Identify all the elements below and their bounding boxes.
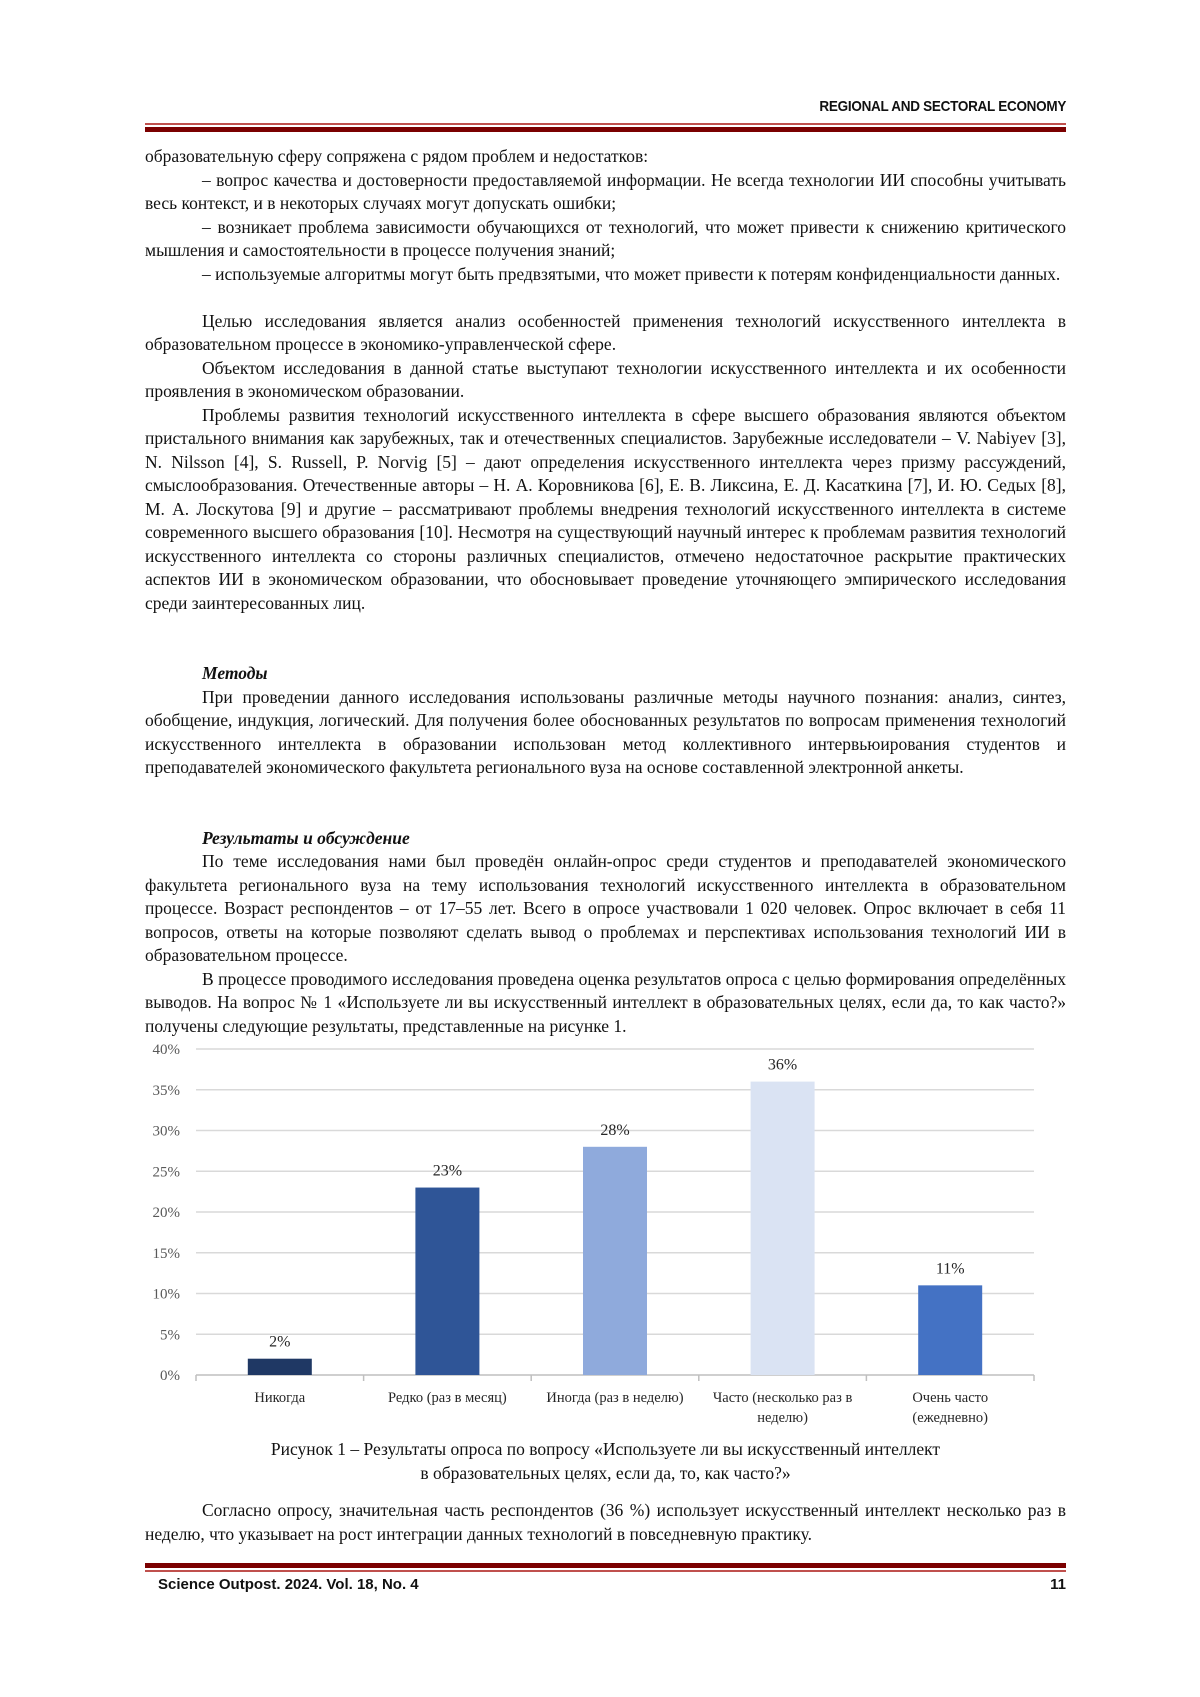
bar: [751, 1082, 815, 1375]
y-tick-label: 40%: [153, 1042, 181, 1058]
x-category-label: неделю): [757, 1410, 808, 1426]
x-category-label: Редко (раз в месяц): [388, 1390, 507, 1406]
y-tick-label: 15%: [153, 1246, 181, 1262]
data-label: 2%: [269, 1334, 290, 1351]
paragraph-results: По теме исследования нами был проведён онлайн-опрос среди студентов и преподавателей экономического факультета регионального вуза на тему использования технологий искусственного интеллекта в образовательном процессе. Возраст респондентов – от 17–55 лет. Всего в опросе участвовали 1 020 человек. Опрос включает в себя 11 вопросов, ответы на которые позволяют сделать вывод о проблемах и перспективах использования технологий ИИ в образовательном процессе.: [145, 850, 1066, 968]
y-tick-label: 10%: [153, 1287, 181, 1303]
x-category-label: (ежедневно): [912, 1410, 988, 1426]
figure-caption-line-1: Рисунок 1 – Результаты опроса по вопросу «Используете ли вы искусственный интеллект: [145, 1438, 1066, 1462]
y-tick-label: 35%: [153, 1083, 181, 1099]
section-heading-results: Результаты и обсуждение: [145, 827, 1066, 851]
paragraph: образовательную сферу сопряжена с рядом проблем и недостатков:: [145, 145, 1066, 169]
x-category-label: Никогда: [254, 1390, 305, 1406]
footer-journal: Science Outpost. 2024. Vol. 18, No. 4: [158, 1576, 419, 1593]
bar: [918, 1285, 982, 1375]
paragraph-goal: Целью исследования является анализ особенностей применения технологий искусственного интеллекта в образовательном процессе в экономико-управленческой сфере.: [145, 310, 1066, 357]
section-heading-methods: Методы: [145, 662, 1066, 686]
running-header: REGIONAL AND SECTORAL ECONOMY: [819, 98, 1066, 115]
y-tick-label: 5%: [160, 1327, 180, 1343]
page-number: 11: [1050, 1576, 1066, 1593]
y-tick-label: 25%: [153, 1164, 181, 1180]
list-item: – используемые алгоритмы могут быть предвзятыми, что может привести к потерям конфиденциальности данных.: [145, 263, 1066, 287]
y-tick-label: 20%: [153, 1205, 181, 1221]
bar: [248, 1359, 312, 1375]
data-label: 23%: [433, 1163, 462, 1180]
bar: [415, 1188, 479, 1375]
y-tick-label: 0%: [160, 1368, 180, 1384]
data-label: 11%: [936, 1260, 965, 1277]
paragraph-literature: Проблемы развития технологий искусственного интеллекта в сфере высшего образования являются объектом пристального внимания как зарубежных, так и отечественных специалистов. Зарубежные исследователи – V. Nabiyev [3], N. Nilsson [4], S. Russell, P. Norvig [5] – дают определения искусственного интеллекта через призму рассуждений, смыслообразования. Отечественные авторы – Н. А. Коровникова [6], Е. В. Ликсина, Е. Д. Касаткина [7], И. Ю. Седых [8], М. А. Лоскутова [9] и другие – рассматривают проблемы внедрения технологий искусственного интеллекта в системе современного высшего образования [10]. Несмотря на существующий научный интерес к проблемам развития технологий искусственного интеллекта со стороны различных специалистов, отмечено недостаточное раскрытие практических аспектов ИИ в экономическом образовании, что обосновывает проведение уточняющего эмпирического исследования среди заинтересованных лиц.: [145, 404, 1066, 616]
data-label: 36%: [768, 1057, 797, 1074]
list-item: – возникает проблема зависимости обучающихся от технологий, что может привести к снижению критического мышления и самостоятельности в процессе получения знаний;: [145, 216, 1066, 263]
x-category-label: Иногда (раз в неделю): [546, 1390, 683, 1406]
paragraph-question: В процессе проводимого исследования проведена оценка результатов опроса с целью формирования определённых выводов. На вопрос № 1 «Используете ли вы искусственный интеллект в образовательных целях, если да, то как часто?» получены следующие результаты, представленные на рисунке 1.: [145, 968, 1066, 1039]
paragraph-methods: При проведении данного исследования использованы различные методы научного познания: анализ, синтез, обобщение, индукция, логический. Для получения более обоснованных результатов по вопросам применения технологий искусственного интеллекта в образовании использован метод коллективного интервьюирования студентов и преподавателей экономического факультета регионального вуза на основе составленной электронной анкеты.: [145, 686, 1066, 780]
y-tick-label: 30%: [153, 1124, 181, 1140]
list-item: – вопрос качества и достоверности предоставляемой информации. Не всегда технологии ИИ способны учитывать весь контекст, и в некоторых случаях могут допускать ошибки;: [145, 169, 1066, 216]
footer-rule-thick: [145, 1563, 1066, 1568]
paragraph-object: Объектом исследования в данной статье выступают технологии искусственного интеллекта и их особенности проявления в экономическом образовании.: [145, 357, 1066, 404]
data-label: 28%: [600, 1122, 629, 1139]
x-category-label: Очень часто: [912, 1390, 988, 1406]
paragraph-conclusion: Согласно опросу, значительная часть респондентов (36 %) использует искусственный интеллект несколько раз в неделю, что указывает на рост интеграции данных технологий в повседневную практику.: [145, 1499, 1066, 1546]
x-category-label: Часто (несколько раз в: [713, 1390, 853, 1406]
bar: [583, 1147, 647, 1375]
figure-caption-line-2: в образовательных целях, если да, то, как часто?»: [145, 1462, 1066, 1486]
footer-rule-thin: [145, 1570, 1066, 1572]
